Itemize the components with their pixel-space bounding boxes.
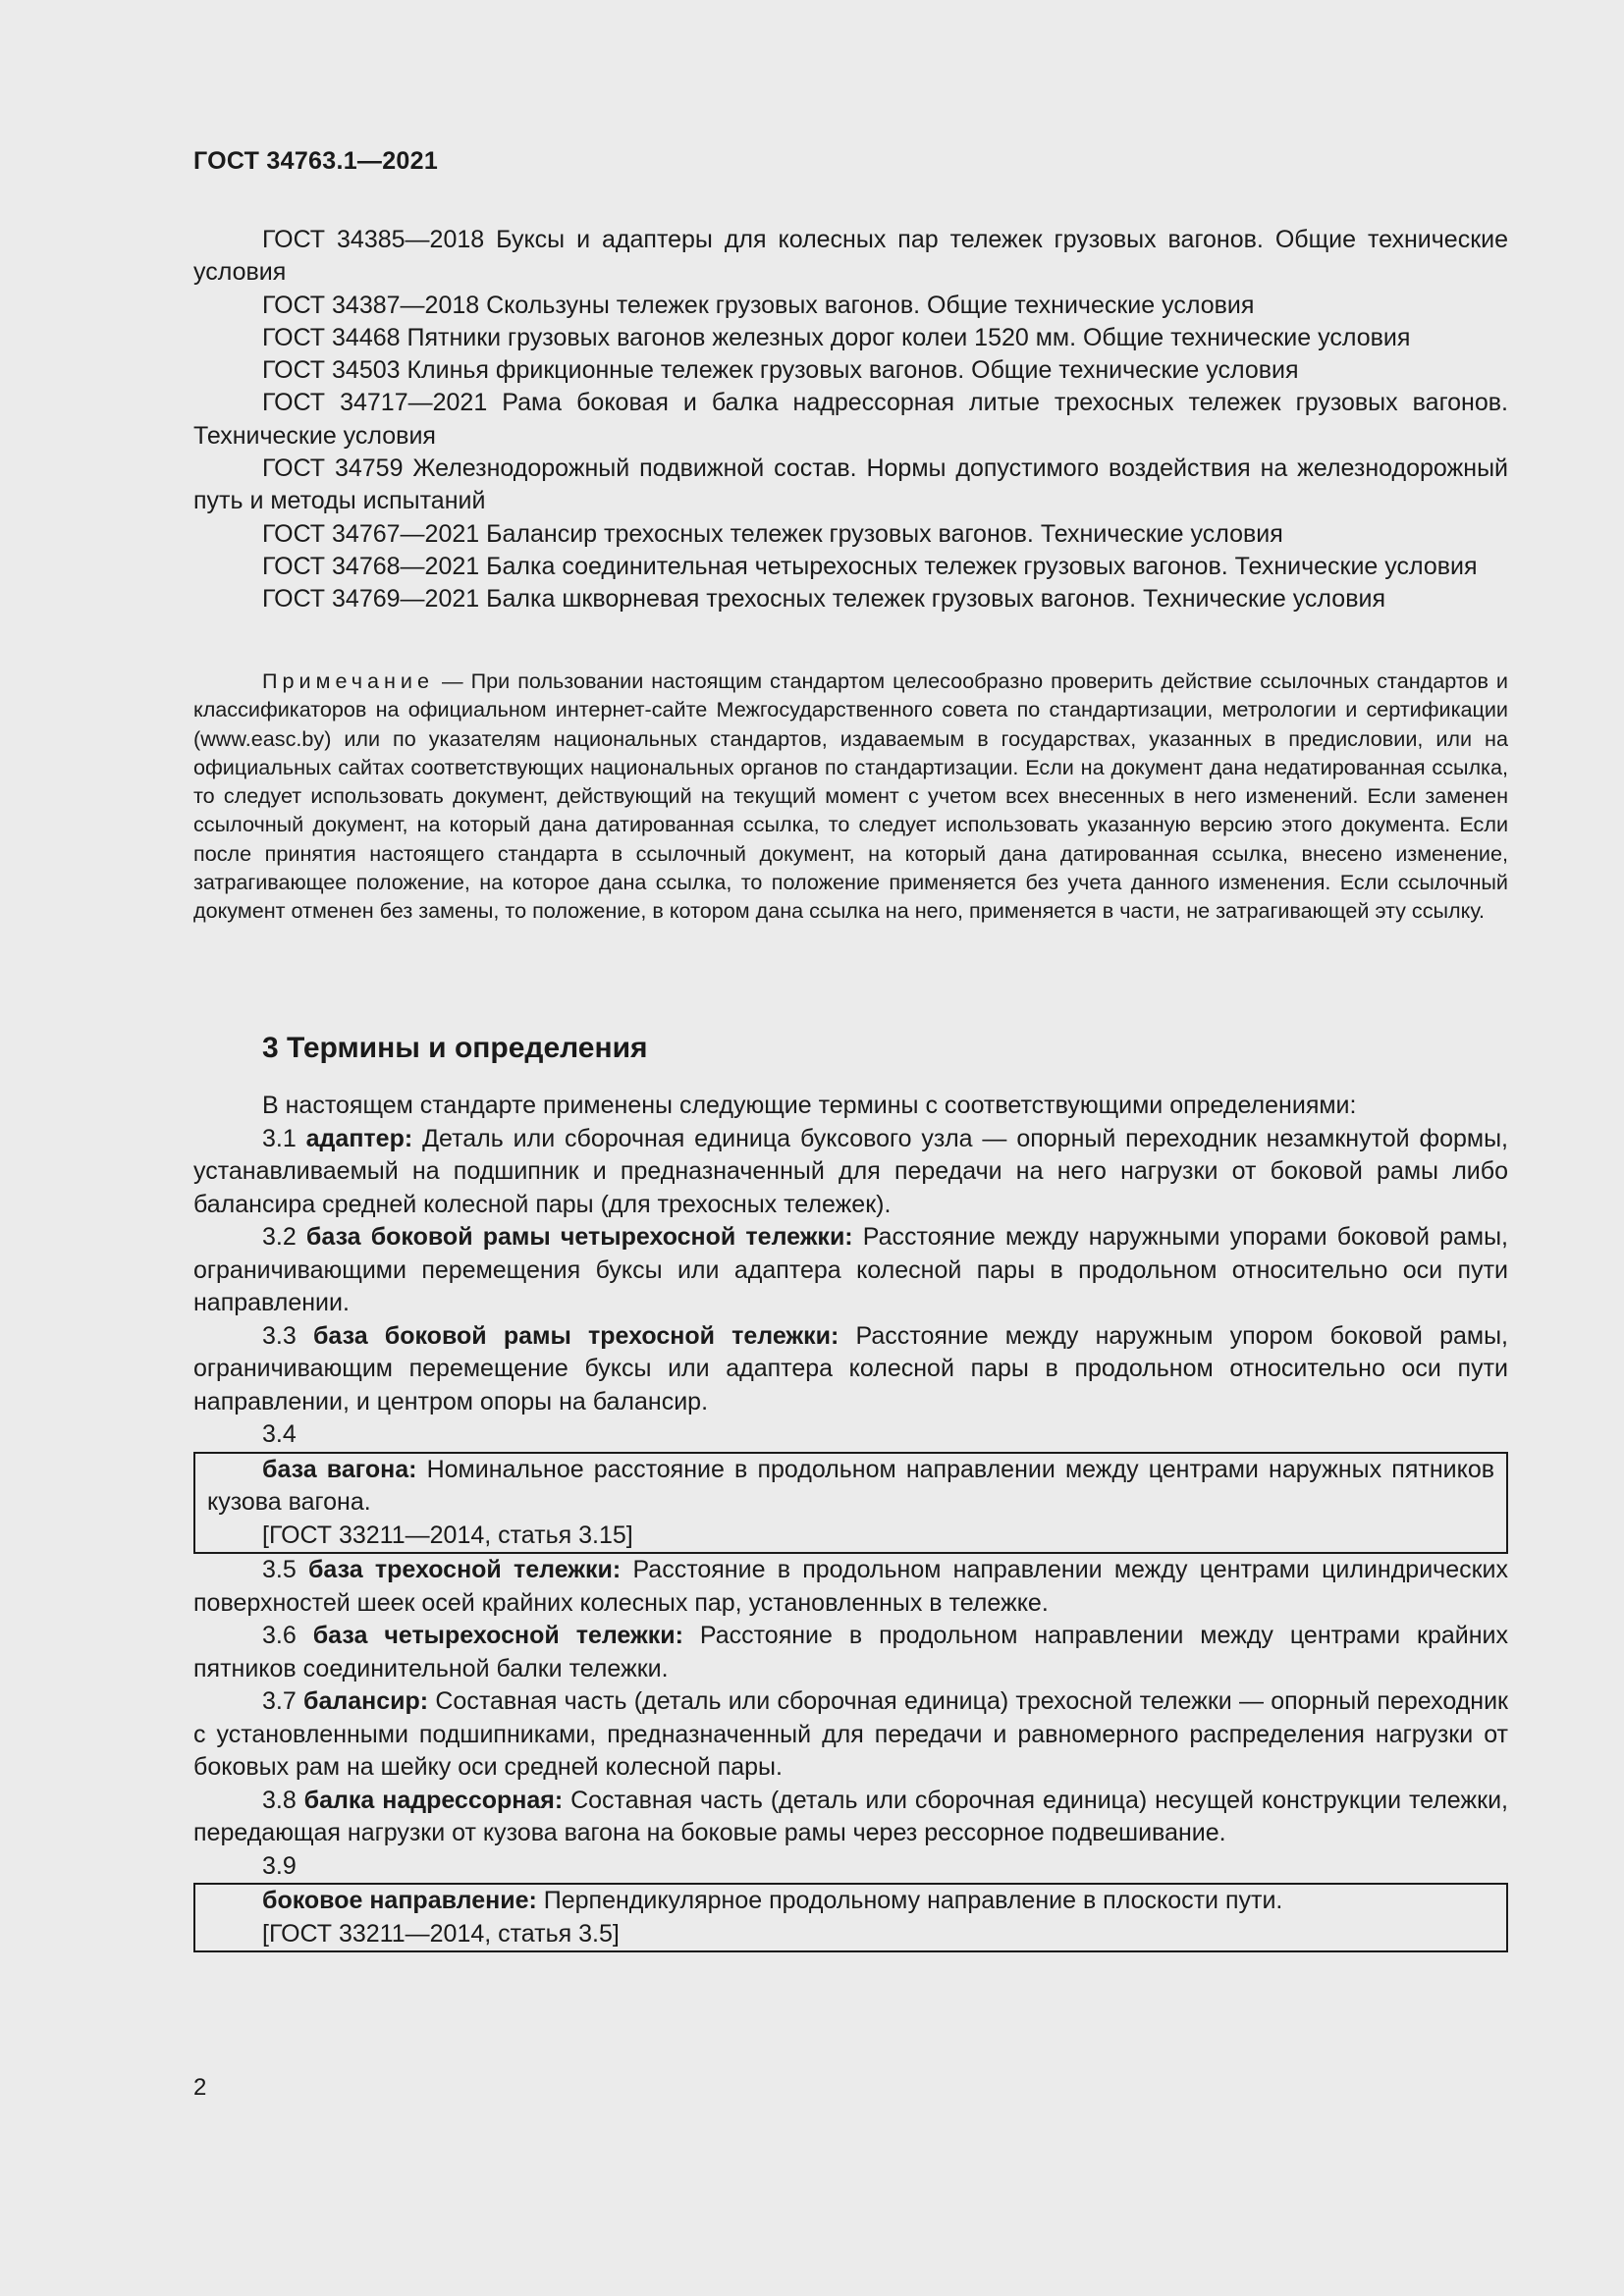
- term-name: адаптер:: [305, 1124, 413, 1152]
- page-number: 2: [193, 2074, 207, 2101]
- note-paragraph: [193, 667, 1508, 926]
- section-title: 3 Термины и определения: [262, 1032, 648, 1064]
- term-definition: Расстояние между наружными упорами боковой рамы, ограничивающими перемещения буксы или адаптера колесной пары в продольном относительно оси пути направлении.: [193, 1223, 1508, 1316]
- term-name: балка надрессорная:: [303, 1786, 564, 1814]
- term-name: балансир:: [303, 1687, 429, 1715]
- reference-item: ГОСТ 34503 Клинья фрикционные тележек грузовых вагонов. Общие технические условия: [262, 356, 1299, 385]
- term-number: 3.7: [262, 1687, 297, 1715]
- term-definition: Расстояние в продольном направлении между центрами крайних пятников соединительной балки тележки.: [193, 1622, 1508, 1682]
- terms-list: [193, 1090, 1508, 1952]
- document-code: ГОСТ 34763.1—2021: [193, 147, 439, 175]
- term-entry: [193, 1123, 1508, 1222]
- reference-item: ГОСТ 34387—2018 Скользуны тележек грузовых вагонов. Общие технические условия: [262, 291, 1255, 319]
- note-block: [193, 667, 1508, 926]
- term-number: 3.3: [262, 1321, 297, 1350]
- reference-item: ГОСТ 34767—2021 Балансир трехосных тележек грузовых вагонов. Технические условия: [262, 519, 1283, 548]
- term-number: 3.8: [262, 1786, 297, 1814]
- term-definition: Составная часть (деталь или сборочная единица) несущей конструкции тележки, передающая нагрузки от кузова вагона на боковые рамы через рессорное подвешивание.: [193, 1786, 1508, 1846]
- reference-item: ГОСТ 34468 Пятники грузовых вагонов железных дорог колеи 1520 мм. Общие технические условия: [262, 323, 1411, 351]
- term-definition: Расстояние между наружным упором боковой рамы, ограничивающим перемещение буксы или адаптера колесной пары в продольном относительно оси пути направлении, и центром опоры на балансир.: [193, 1321, 1508, 1415]
- term-entry: [193, 1685, 1508, 1785]
- term-definition: Составная часть (деталь или сборочная единица) трехосной тележки — опорный переходник с установленными подшипниками, предназначенный для передачи и равномерного распределения нагрузки от боковых рам на шейку оси средней колесной пары.: [193, 1687, 1508, 1781]
- term-number: 3.1: [262, 1124, 297, 1152]
- term-entry: [193, 1785, 1508, 1850]
- term-number: 3.4: [262, 1420, 297, 1448]
- note-label: Примечание: [262, 668, 434, 693]
- term-name: база четырехосной тележки:: [312, 1622, 683, 1649]
- term-number: 3.6: [262, 1622, 297, 1649]
- term-definition: Перпендикулярное продольному направление в плоскости пути.: [536, 1887, 1283, 1914]
- term-source: [ГОСТ 33211—2014, статья 3.5]: [262, 1919, 620, 1948]
- quoted-term-box: [193, 1883, 1508, 1952]
- quoted-term-box: [193, 1452, 1508, 1555]
- term-definition: Расстояние в продольном направлении между центрами цилиндрических поверхностей шеек осей крайних колесных пар, установленных в тележке.: [193, 1556, 1508, 1617]
- term-name: боковое направление:: [262, 1887, 537, 1914]
- term-number: 3.9: [262, 1851, 297, 1880]
- term-entry: [193, 1320, 1508, 1419]
- term-name: база боковой рамы четырехосной тележки:: [305, 1223, 853, 1251]
- term-number: 3.2: [262, 1223, 297, 1251]
- term-entry: [207, 1885, 1494, 1918]
- term-definition: Деталь или сборочная единица буксового узла — опорный переходник незамкнутой формы, устанавливаемый на подшипник и предназначенный для передачи на него нагрузки от боковой рамы либо балансира средней колесной пары (для трехосных тележек).: [193, 1124, 1508, 1218]
- reference-item: ГОСТ 34769—2021 Балка шкворневая трехосных тележек грузовых вагонов. Технические условия: [262, 585, 1385, 614]
- term-entry: [207, 1454, 1494, 1520]
- term-definition: Номинальное расстояние в продольном направлении между центрами наружных пятников кузова вагона.: [207, 1455, 1494, 1516]
- note-text: — При пользовании настоящим стандартом целесообразно проверить действие ссылочных стандартов и классификаторов на официальном интернет-сайте Межгосударственного совета по стандартизации, метрологии и сертификации (www.easc.by) или по указателям национальных стандартов, издаваемым в государствах, указанных в предисловии, или на официальных сайтах соответствующих национальных органов по стандартизации. Если на документ дана недатированная ссылка, то следует использовать документ, действующий на текущий момент с учетом всех внесенных в него изменений. Если заменен ссылочный документ, на который дана датированная ссылка, то следует использовать указанную версию этого документа. Если после принятия настоящего стандарта в ссылочный документ, на который дана датированная ссылка, внесено изменение, затрагивающее положение, на которое дана ссылка, то положение применяется без учета данного изменения. Если ссылочный документ отменен без замены, то положение, в котором дана ссылка на него, применяется в части, не затрагивающей эту ссылку.: [193, 668, 1508, 924]
- term-source: [ГОСТ 33211—2014, статья 3.15]: [262, 1521, 633, 1549]
- reference-item: ГОСТ 34759 Железнодорожный подвижной состав. Нормы допустимого воздействия на железнодорожный путь и методы испытаний: [193, 454, 1508, 515]
- normative-references: [193, 224, 1508, 616]
- term-name: база трехосной тележки:: [307, 1556, 622, 1583]
- term-entry: [193, 1620, 1508, 1685]
- reference-item: ГОСТ 34385—2018 Буксы и адаптеры для колесных пар тележек грузовых вагонов. Общие технические условия: [193, 226, 1508, 287]
- term-entry: [193, 1554, 1508, 1620]
- term-number: 3.5: [262, 1556, 297, 1583]
- section-intro: В настоящем стандарте применены следующие термины с соответствующими определениями:: [262, 1092, 1357, 1119]
- reference-item: ГОСТ 34768—2021 Балка соединительная четырехосных тележек грузовых вагонов. Технические условия: [262, 552, 1478, 580]
- term-entry: [193, 1221, 1508, 1320]
- reference-item: ГОСТ 34717—2021 Рама боковая и балка надрессорная литые трехосных тележек грузовых вагонов. Технические условия: [193, 389, 1508, 450]
- term-name: база вагона:: [262, 1455, 417, 1483]
- term-name: база боковой рамы трехосной тележки:: [312, 1321, 839, 1350]
